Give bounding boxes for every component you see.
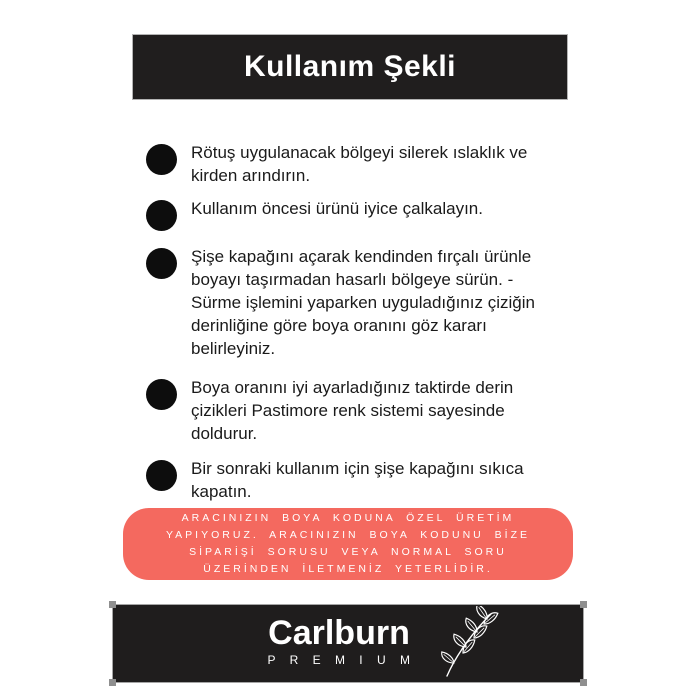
notice-text	[166, 510, 530, 578]
text-line: çizikleri Pastimore renk sistemi sayesinde	[191, 401, 505, 420]
text-line: SİPARİŞİ SORUSU VEYA NORMAL SORU	[189, 546, 507, 558]
instruction-item	[146, 141, 527, 187]
text-line: doldurur.	[191, 424, 258, 443]
text-line: ARACINIZIN BOYA KODUNA ÖZEL ÜRETİM	[181, 512, 515, 524]
bullet-dot-icon	[146, 379, 177, 410]
bullet-dot-icon	[146, 144, 177, 175]
bullet-dot-icon	[146, 200, 177, 231]
text-line: Rötuş uygulanacak bölgeyi silerek ıslaklık ve	[191, 143, 528, 162]
text-line: Sürme işlemini yaparken uyguladığınız çiziğin	[191, 293, 535, 312]
text-line: belirleyiniz.	[191, 339, 276, 358]
text-line: derinliğine göre boya oranını göz kararı	[191, 316, 487, 335]
instruction-text	[191, 376, 513, 445]
text-line: Bir sonraki kullanım için şişe kapağını sıkıca	[191, 459, 524, 478]
instruction-item	[146, 457, 524, 503]
brand-tagline: P R E M I U M	[267, 653, 416, 667]
instruction-text	[191, 457, 524, 503]
instruction-item	[146, 197, 483, 231]
instruction-text	[191, 141, 527, 187]
selection-handle	[580, 601, 587, 608]
instruction-text	[191, 245, 535, 360]
text-line: boyayı taşırmadan hasarlı bölgeye sürün. -	[191, 270, 514, 289]
text-line: Kullanım öncesi ürünü iyice çalkalayın.	[191, 199, 483, 218]
brand-name: Carlburn	[268, 614, 410, 652]
selection-handle	[580, 679, 587, 686]
notice-box	[123, 508, 573, 580]
instruction-item	[146, 376, 513, 445]
text-line: YAPIYORUZ. ARACINIZIN BOYA KODUNU BİZE	[165, 529, 531, 541]
header-bar	[133, 35, 567, 99]
bullet-dot-icon	[146, 460, 177, 491]
page-title: Kullanım Şekli	[243, 50, 457, 83]
text-line: kapatın.	[191, 482, 252, 501]
text-line: Şişe kapağını açarak kendinden fırçalı ürünle	[191, 247, 532, 266]
footer-bar	[113, 605, 583, 682]
instruction-text	[191, 197, 483, 220]
instruction-item	[146, 245, 535, 360]
olive-branch-icon	[435, 606, 507, 680]
text-line: kirden arındırın.	[191, 166, 311, 185]
bullet-dot-icon	[146, 248, 177, 279]
text-line: ÜZERİNDEN İLETMENİZ YETERLİDİR.	[203, 563, 493, 575]
text-line: Boya oranını iyi ayarladığınız taktirde derin	[191, 378, 514, 397]
